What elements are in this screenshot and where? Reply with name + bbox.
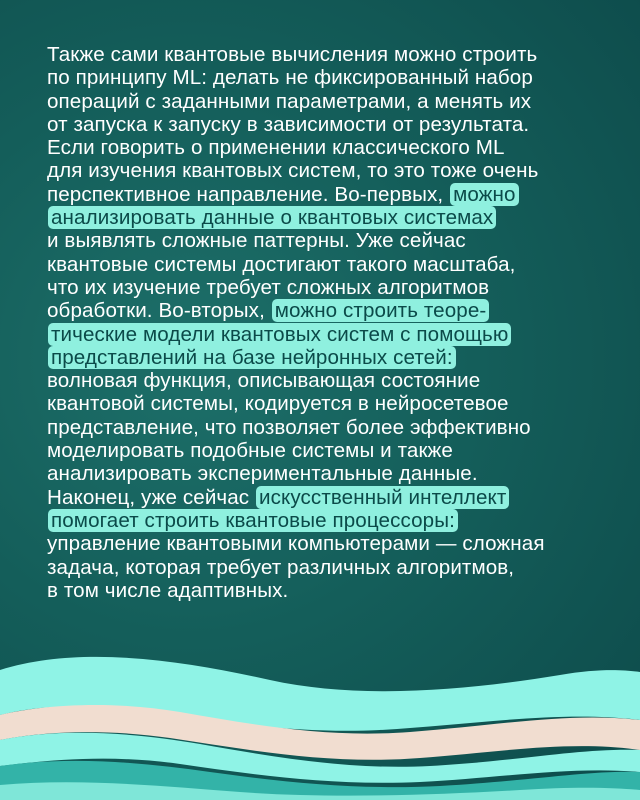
highlighted-text: анализировать данные о квантовых системах <box>48 206 496 229</box>
text-segment: от запуска к запуску в зависимости от результата. <box>47 112 530 136</box>
text-line <box>47 299 607 322</box>
text-segment: Также сами квантовые вычисления можно строить <box>47 43 538 66</box>
text-line <box>47 416 607 439</box>
text-segment: по принципу ML: делать не фиксированный набор <box>47 66 533 90</box>
text-segment: операций с заданными параметрами, а менять их <box>47 89 532 113</box>
text-segment: моделировать подобные системы и также <box>47 439 453 463</box>
text-line <box>47 229 607 252</box>
text-line <box>47 532 607 555</box>
text-line <box>47 346 607 369</box>
text-line <box>47 392 607 415</box>
text-line <box>47 462 607 485</box>
highlighted-text: представлений на базе нейронных сетей: <box>48 346 456 369</box>
text-segment: квантовой системы, кодируется в нейросетевое <box>47 392 509 416</box>
text-line <box>47 439 607 462</box>
text-segment: управление квантовыми компьютерами — сложная <box>47 532 545 556</box>
highlighted-text: можно <box>450 183 518 206</box>
highlighted-text: можно строить теоре- <box>272 299 490 322</box>
text-segment: Наконец, уже сейчас <box>47 485 256 509</box>
text-line <box>47 509 607 532</box>
text-line <box>47 556 607 579</box>
text-segment: задача, которая требует различных алгоритмов, <box>47 555 515 579</box>
text-line <box>47 90 607 113</box>
text-segment: Если говорить о применении классического ML <box>47 136 505 160</box>
text-line <box>47 113 607 136</box>
text-segment: в том числе адаптивных. <box>47 578 289 602</box>
text-line <box>47 579 607 602</box>
text-line <box>47 369 607 392</box>
text-line <box>47 206 607 229</box>
body-text <box>47 43 607 602</box>
highlighted-text: помогает строить квантовые процессоры: <box>48 509 458 532</box>
text-segment: квантовые системы достигают такого масштаба, <box>47 252 516 276</box>
text-segment: обработки. Во-вторых, <box>47 299 271 323</box>
text-line <box>47 276 607 299</box>
text-segment: и выявлять сложные паттерны. Уже сейчас <box>47 229 466 253</box>
text-segment: перспективное направление. Во-первых, <box>47 182 450 206</box>
text-line <box>47 159 607 182</box>
text-line <box>47 66 607 89</box>
text-segment: представление, что позволяет более эффективно <box>47 415 531 439</box>
text-line <box>47 136 607 159</box>
text-line <box>47 253 607 276</box>
text-segment: волновая функция, описывающая состояние <box>47 369 481 393</box>
text-line <box>47 486 607 509</box>
text-line <box>47 323 607 346</box>
text-segment: что их изучение требует сложных алгоритмов <box>47 275 490 299</box>
text-segment: анализировать экспериментальные данные. <box>47 462 478 486</box>
highlighted-text: тические модели квантовых систем с помощью <box>48 323 511 346</box>
highlighted-text: искусственный интеллект <box>256 486 509 509</box>
text-segment: для изучения квантовых систем, то это тоже очень <box>47 159 539 183</box>
text-line <box>47 43 607 66</box>
decorative-waves <box>0 620 640 800</box>
text-line <box>47 183 607 206</box>
